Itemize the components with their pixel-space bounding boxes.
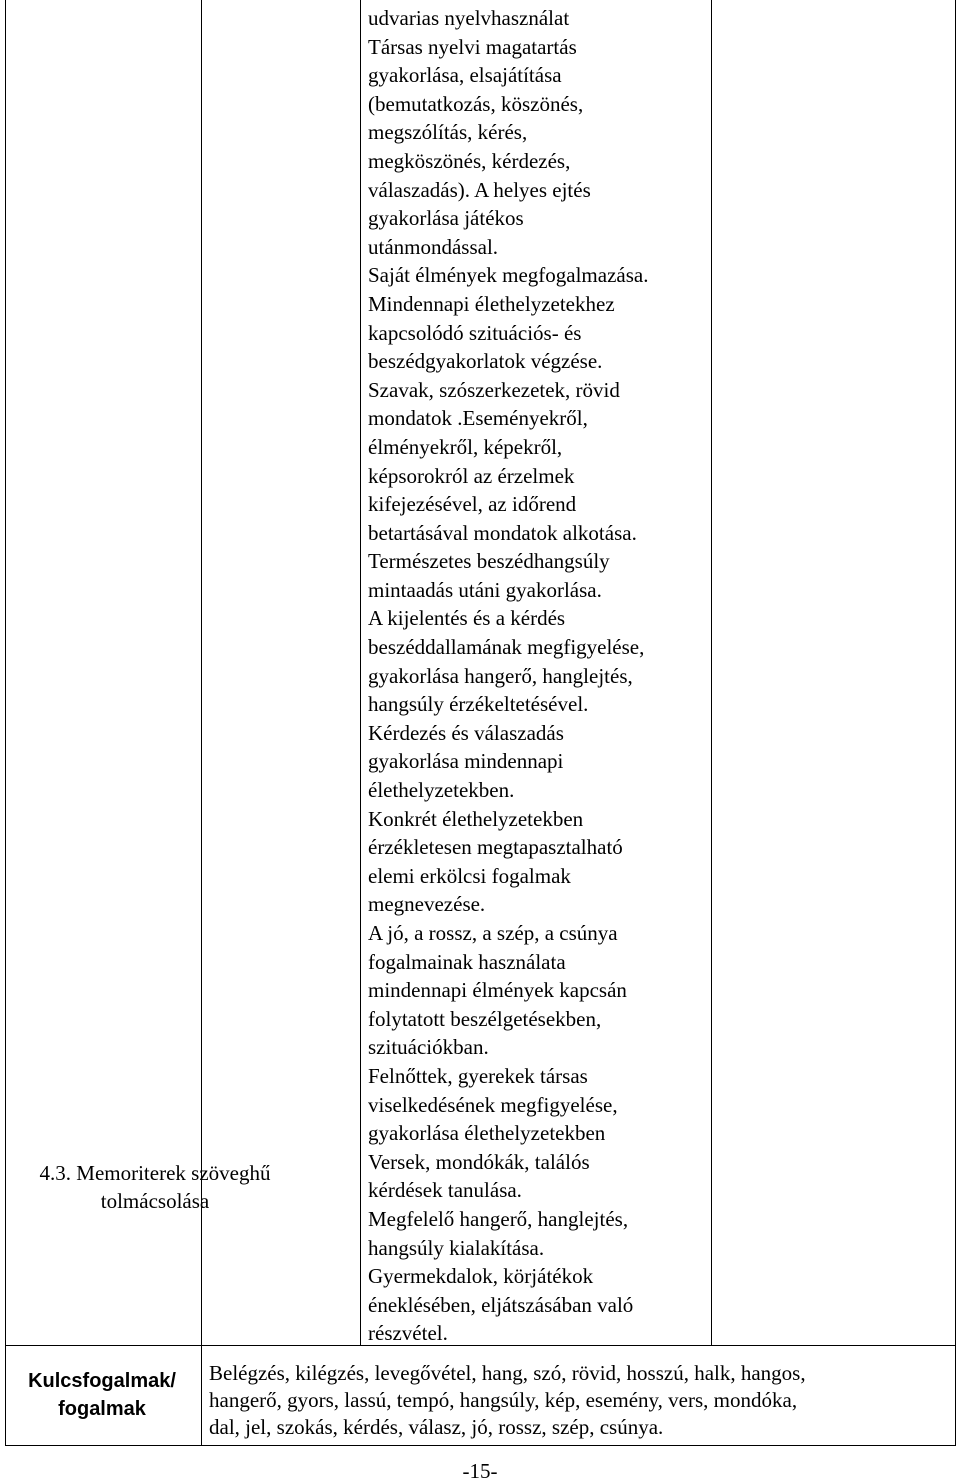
text-line: Kérdezés és válaszadás [368, 720, 564, 745]
key-concepts-label [8, 1367, 196, 1423]
text-line: mindennapi élmények kapcsán [368, 978, 627, 1003]
text-line: (bemutatkozás, köszönés, [368, 91, 584, 116]
text-line: Konkrét élethelyzetekben [368, 806, 584, 831]
text-line: hangsúly kialakítása. [368, 1235, 545, 1260]
text-line: Versek, mondókák, találós [368, 1149, 590, 1174]
text-line: gyakorlása játékos [368, 206, 524, 231]
text-line: gyakorlása élethelyzetekben [368, 1121, 606, 1146]
key-concepts-label-line: fogalmak [58, 1398, 146, 1420]
text-line: részvétel. [368, 1321, 448, 1346]
table-line-left-outer [5, 0, 6, 1445]
text-line: gyakorlása mindennapi [368, 749, 564, 774]
table-line-bottom [5, 1445, 956, 1446]
text-line: képsorokról az érzelmek [368, 463, 575, 488]
text-line: Saját élmények megfogalmazása. [368, 263, 649, 288]
section-label-line: tolmácsolása [100, 1189, 210, 1213]
section-label-memoriterek [6, 1159, 304, 1215]
text-line: élményekről, képekről, [368, 434, 563, 459]
key-concepts-line: Belégzés, kilégzés, levegővétel, hang, szó, rövid, hosszú, halk, hangos, [209, 1361, 806, 1385]
key-concepts-label-line: Kulcsfogalmak/ [28, 1370, 176, 1392]
text-line: gyakorlása hangerő, hanglejtés, [368, 663, 633, 688]
text-line: fogalmainak használata [368, 949, 566, 974]
text-line: beszéddallamának megfigyelése, [368, 635, 645, 660]
text-line: megszólítás, kérés, [368, 120, 528, 145]
text-line: utánmondással. [368, 234, 499, 259]
section-label-line: 4.3. Memoriterek szöveghű [39, 1161, 271, 1185]
text-line: mintaadás utáni gyakorlása. [368, 577, 602, 602]
text-line: folytatott beszélgetésekben, [368, 1006, 602, 1031]
table-line-mid-divider [360, 0, 361, 1345]
key-concepts-line: hangerő, gyors, lassú, tempó, hangsúly, kép, esemény, vers, mondóka, [209, 1388, 798, 1412]
text-line: érzékletesen megtapasztalható [368, 835, 623, 860]
text-line: Mindennapi élethelyzetekhez [368, 291, 615, 316]
activities-text-column [368, 4, 713, 1348]
table-line-left-col-divider [201, 0, 202, 1445]
text-line: megköszönés, kérdezés, [368, 148, 571, 173]
text-line: udvarias nyelvhasználat [368, 6, 570, 30]
text-line: hangsúly érzékeltetésével. [368, 692, 589, 717]
text-line: A kijelentés és a kérdés [368, 606, 566, 631]
text-line: betartásával mondatok alkotása. [368, 520, 637, 545]
text-line: Társas nyelvi magatartás [368, 34, 577, 59]
text-line: szituációkban. [368, 1035, 489, 1060]
text-line: viselkedésének megfigyelése, [368, 1092, 618, 1117]
text-line: kérdések tanulása. [368, 1178, 522, 1203]
text-line: A jó, a rossz, a szép, a csúnya [368, 921, 618, 945]
text-line: kifejezésével, az időrend [368, 492, 577, 517]
text-line: élethelyzetekben. [368, 778, 515, 803]
key-concepts-line: dal, jel, szokás, kérdés, válasz, jó, rossz, szép, csúnya. [209, 1415, 664, 1439]
text-line: beszédgyakorlatok végzése. [368, 349, 603, 374]
text-line: Szavak, szószerkezetek, rövid [368, 377, 620, 402]
text-line: Gyermekdalok, körjátékok [368, 1264, 594, 1289]
text-line: megnevezése. [368, 892, 486, 917]
text-line: elemi erkölcsi fogalmak [368, 863, 571, 888]
text-line: kapcsolódó szituációs- és [368, 320, 582, 345]
key-concepts-text [209, 1360, 954, 1441]
text-line: válaszadás). A helyes ejtés [368, 177, 591, 202]
text-line: Természetes beszédhangsúly [368, 549, 610, 574]
text-line: Megfelelő hangerő, hanglejtés, [368, 1206, 629, 1231]
table-line-right-outer [955, 0, 956, 1445]
text-line: gyakorlása, elsajátítása [368, 63, 562, 88]
text-line: mondatok .Eseményekről, [368, 406, 588, 431]
text-line: éneklésében, eljátszásában való [368, 1292, 634, 1317]
page-number: -15- [462, 1459, 498, 1483]
text-line: Felnőttek, gyerekek társas [368, 1063, 588, 1088]
